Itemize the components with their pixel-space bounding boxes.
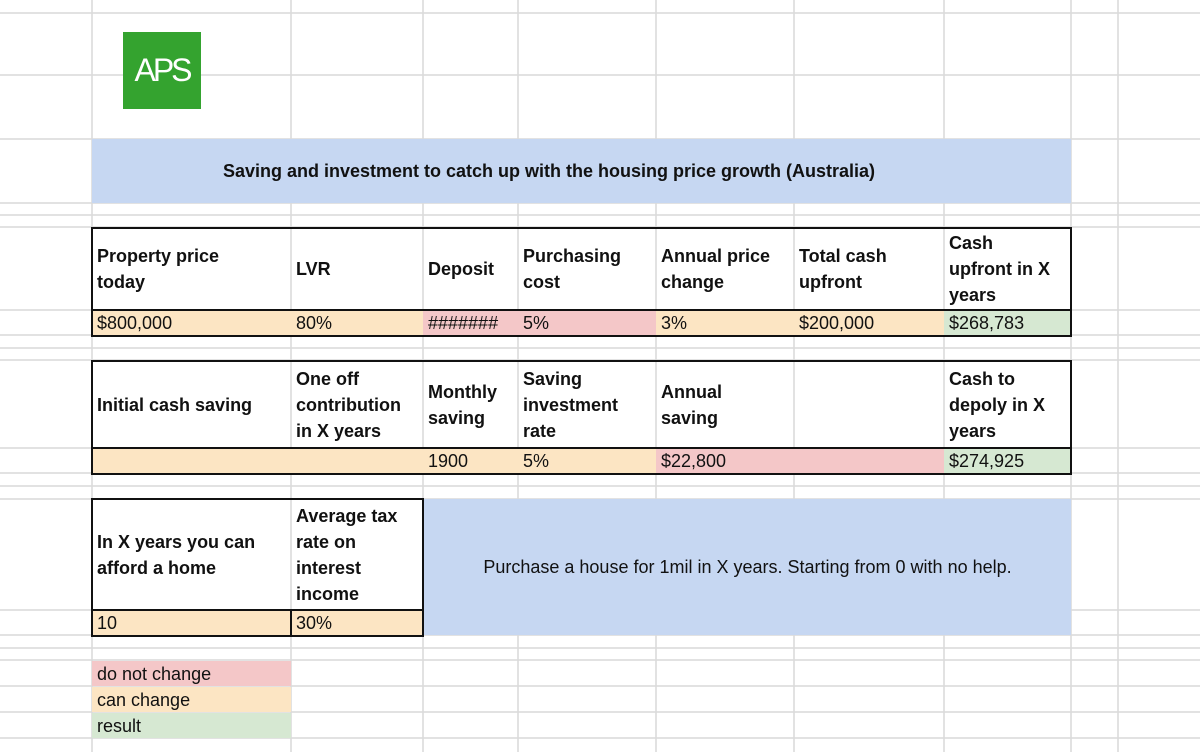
header-text: Purchasing cost [523, 246, 622, 292]
header-empty[interactable] [794, 361, 944, 448]
header-text: Initial cash saving [97, 394, 253, 415]
header-purchasing-cost[interactable] [518, 228, 656, 310]
legend-can-change[interactable]: can change [92, 687, 291, 712]
header-deposit[interactable] [423, 228, 518, 310]
cell-saving-investment-rate[interactable]: 5% [518, 449, 656, 473]
header-initial-cash-saving[interactable] [92, 361, 291, 448]
table2-divider [91, 447, 1072, 449]
header-text: Property price today [97, 246, 220, 292]
note-panel[interactable] [424, 499, 1071, 635]
header-years-to-afford[interactable] [92, 500, 291, 610]
cell-total-cash-upfront[interactable]: $200,000 [794, 311, 944, 335]
cell-lvr[interactable]: 80% [291, 311, 423, 335]
header-monthly-saving[interactable] [423, 361, 518, 448]
logo-text: APS [134, 52, 190, 88]
title-cell[interactable] [92, 139, 1071, 203]
table1-divider [91, 309, 1072, 311]
header-text: Total cash upfront [799, 246, 887, 292]
cell-average-tax-rate[interactable]: 30% [291, 611, 423, 635]
header-text: Average tax rate on interest income [296, 506, 398, 604]
header-property-price[interactable] [92, 228, 291, 310]
legend-result[interactable]: result [92, 713, 291, 738]
cell-annual-saving[interactable]: $22,800 [656, 449, 794, 473]
table3-col-divider [290, 609, 292, 635]
cell-deposit[interactable]: ####### [423, 311, 518, 335]
cell-years-to-afford[interactable]: 10 [92, 611, 291, 635]
header-text: Cash upfront in X years [949, 233, 1050, 305]
header-one-off-contribution[interactable] [291, 361, 423, 448]
header-saving-investment-rate[interactable] [518, 361, 656, 448]
cell-cash-upfront-x-years[interactable]: $268,783 [944, 311, 1071, 335]
header-text: Annual saving [661, 381, 722, 428]
header-total-cash-upfront[interactable] [794, 228, 944, 310]
header-text: Monthly saving [428, 381, 497, 428]
note-text: Purchase a house for 1mil in X years. Starting from 0 with no help. [483, 557, 1012, 577]
table3-divider [91, 609, 424, 611]
header-text: LVR [296, 259, 331, 279]
header-text: One off contribution in X years [296, 368, 401, 441]
cell-purchasing-cost[interactable]: 5% [518, 311, 656, 335]
page-title: Saving and investment to catch up with the housing price growth (Australia) [222, 161, 876, 181]
header-lvr[interactable] [291, 228, 423, 310]
cell-annual-price-change[interactable]: 3% [656, 311, 794, 335]
header-text: Saving investment rate [523, 368, 619, 441]
header-annual-price-change[interactable] [656, 228, 794, 310]
cell-one-off-contribution[interactable] [291, 449, 423, 473]
header-annual-saving[interactable] [656, 361, 794, 448]
header-text: Deposit [428, 259, 495, 279]
cell-empty[interactable] [794, 449, 944, 473]
header-average-tax-rate[interactable] [291, 500, 423, 610]
header-text: Cash to depoly in X years [949, 368, 1046, 441]
header-cash-upfront-x-years[interactable] [944, 228, 1071, 310]
cell-property-price[interactable]: $800,000 [92, 311, 291, 335]
legend-do-not-change[interactable]: do not change [92, 661, 291, 686]
header-cash-to-deploy[interactable] [944, 361, 1071, 448]
cell-monthly-saving[interactable]: 1900 [423, 449, 518, 473]
header-text: In X years you can afford a home [97, 532, 256, 578]
header-text: Annual price change [661, 246, 771, 292]
cell-cash-to-deploy[interactable]: $274,925 [944, 449, 1071, 473]
cell-initial-cash-saving[interactable] [92, 449, 291, 473]
aps-logo [123, 32, 201, 109]
